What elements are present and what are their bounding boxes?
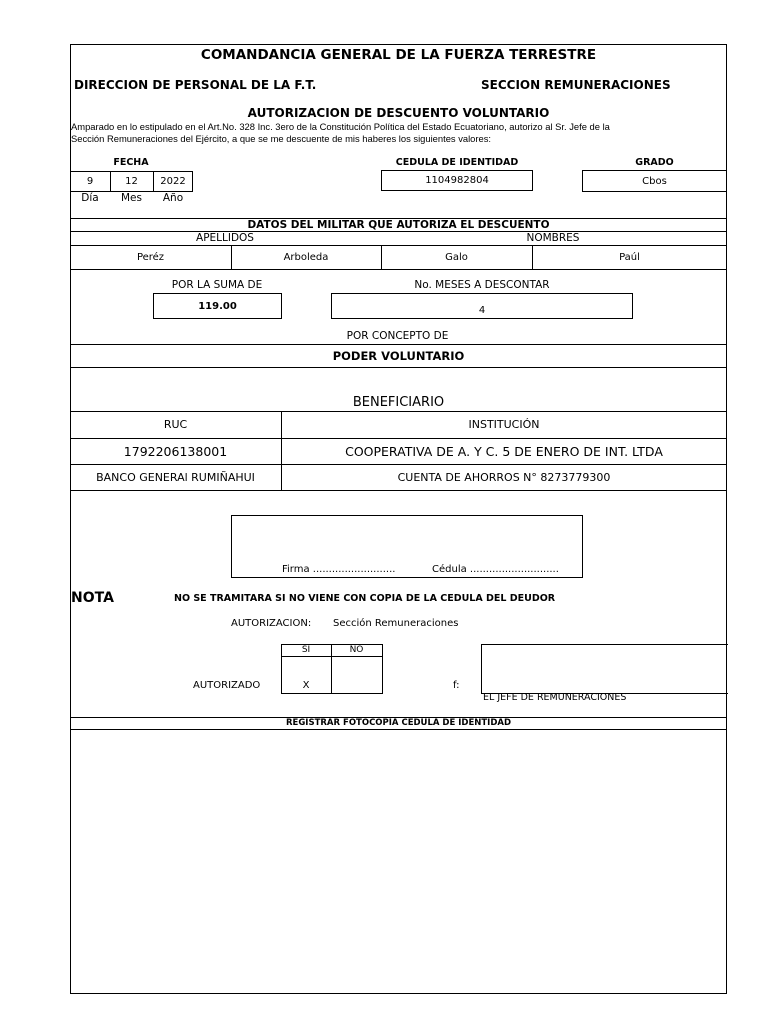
surname-1: Peréz (136, 251, 165, 263)
f-label: f: (453, 680, 460, 691)
date-month-value: 12 (125, 176, 138, 187)
yes-checkbox[interactable]: X (302, 679, 310, 691)
chief-signature-box[interactable] (481, 644, 728, 694)
no-checkbox[interactable] (331, 677, 382, 693)
date-day-caption: Día (81, 192, 99, 204)
amount-value: 119.00 (153, 293, 282, 319)
names-label: NOMBRES (526, 232, 580, 244)
military-section-title: DATOS DEL MILITAR QUE AUTORIZA EL DESCUENTO (247, 218, 550, 231)
concept-value: PODER VOLUNTARIO (332, 348, 465, 363)
note-label: NOTA (71, 590, 114, 606)
beneficiary-title: BENEFICIARIO (352, 394, 445, 410)
months-value: 4 (331, 293, 633, 319)
yes-label: SI (301, 645, 311, 655)
date-label: FECHA (113, 157, 149, 168)
authorized-label: AUTORIZADO (193, 680, 261, 691)
signature-cedula: Cédula ............................ (432, 564, 559, 575)
rank-value: Cbos (582, 170, 727, 192)
id-value: 1104982804 (381, 170, 533, 191)
date-year-caption: Año (162, 192, 184, 204)
name-1: Galo (445, 251, 468, 263)
date-year-value: 2022 (160, 176, 186, 187)
amount-label: POR LA SUMA DE (171, 279, 263, 291)
page-title: COMANDANCIA GENERAL DE LA FUERZA TERRESTRE (200, 47, 597, 63)
date-month-caption: Mes (121, 192, 142, 204)
note-text: NO SE TRAMITARA SI NO VIENE CON COPIA DE LA CEDULA DEL DEUDOR (174, 593, 556, 604)
intro-line-1: Amparado en lo estipulado en el Art.No. 328 Inc. 3ero de la Constitución Política del Estado Ecuatoriano, autorizo al Sr. Jefe de la (71, 121, 610, 132)
ruc-label: RUC (163, 418, 188, 431)
chief-label: EL JEFE DE REMUNERACIONES (483, 692, 627, 703)
surnames-label: APELLIDOS (196, 232, 254, 244)
date-day-value: 9 (86, 176, 94, 187)
no-label: NO (349, 645, 364, 655)
months-label: No. MESES A DESCONTAR (414, 279, 550, 291)
concept-label: POR CONCEPTO DE (346, 330, 449, 342)
authorization-section: Sección Remuneraciones (333, 618, 459, 629)
account-number: CUENTA DE AHORROS N° 8273779300 (397, 470, 611, 484)
authorization-label: AUTORIZACION: (231, 618, 312, 629)
institution-value: COOPERATIVA DE A. Y C. 5 DE ENERO DE INT. LTDA (345, 443, 663, 459)
bank-name: BANCO GENERAl RUMIÑAHUI (96, 470, 255, 484)
ruc-value: 1792206138001 (123, 443, 228, 459)
surname-2: Arboleda (283, 251, 329, 263)
direction-label: DIRECCION DE PERSONAL DE LA F.T. (74, 78, 317, 92)
intro-line-2: Sección Remuneraciones del Ejército, a que se me descuente de mis haberes los siguientes valores: (71, 133, 492, 144)
id-label: CEDULA DE IDENTIDAD (395, 157, 519, 168)
form-title: AUTORIZACION DE DESCUENTO VOLUNTARIO (247, 106, 550, 120)
name-2: Paúl (619, 251, 640, 263)
section-label: SECCION REMUNERACIONES (481, 78, 671, 92)
footer-note: REGISTRAR FOTOCOPIA CEDULA DE IDENTIDAD (285, 718, 512, 728)
rank-label: GRADO (635, 157, 674, 168)
signature-firma: Firma .......................... (282, 564, 396, 575)
institution-label: INSTITUCIÓN (468, 418, 540, 431)
